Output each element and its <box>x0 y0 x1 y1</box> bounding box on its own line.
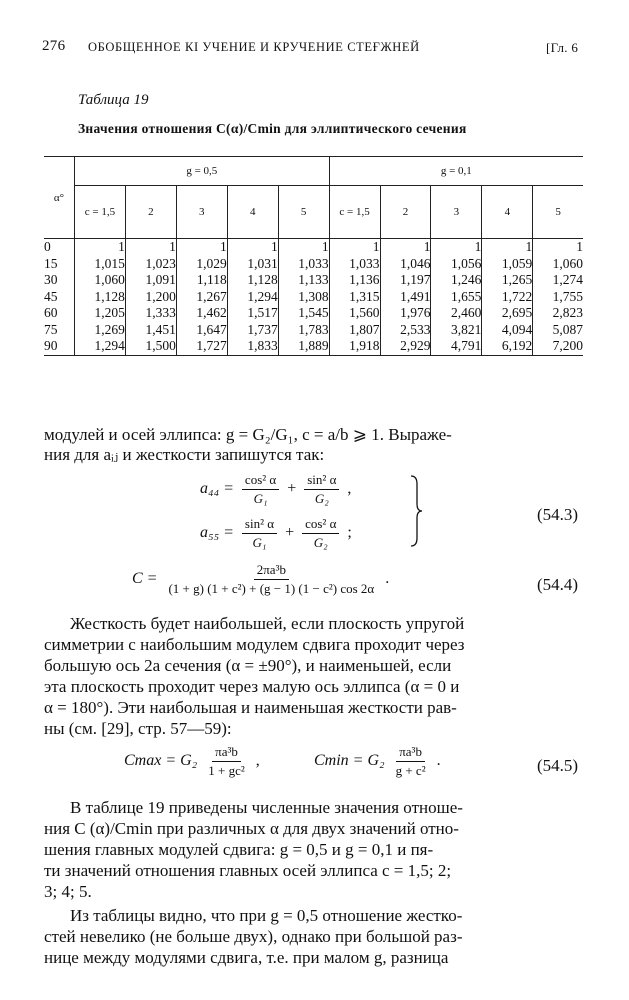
numerator: πa³b <box>396 744 425 762</box>
table-value: 1,315 <box>349 288 380 304</box>
table-value: 1 <box>270 239 278 254</box>
table-value: 1,197 <box>400 272 431 287</box>
table-value: 1,655 <box>451 288 482 304</box>
table-value: 1,918 <box>349 338 380 353</box>
alpha-value: 90 <box>44 338 58 353</box>
paragraph-line: большую ось 2a сечения (α = ±90°), и наименьшей, если <box>44 656 452 675</box>
table-value: 1 <box>576 239 583 254</box>
paragraph-line: В таблице 19 приведены численные значения отноше- <box>70 798 463 817</box>
value-column <box>278 239 329 356</box>
table-value: 1,308 <box>298 288 329 304</box>
table-value: 1 <box>321 239 329 254</box>
eq-punct: . <box>436 752 441 770</box>
table-value: 1,133 <box>298 272 329 287</box>
table-value: 1,033 <box>349 255 380 271</box>
table-value: 1,517 <box>247 305 278 320</box>
table-label: Таблица 19 <box>78 92 149 108</box>
eq-lhs: Cmin = G₂ <box>314 752 385 770</box>
equation-cmin <box>314 744 441 779</box>
equation-a44 <box>200 472 351 507</box>
denominator: G₁ <box>253 491 268 506</box>
fraction <box>165 562 377 597</box>
numerator: cos² α <box>302 516 339 534</box>
denominator: (1 + g) (1 + c²) + (g − 1) (1 − c²) cos 2α <box>168 581 375 596</box>
table-value: 2,929 <box>400 338 431 353</box>
subheader-cell: c = 1,5 <box>75 186 126 239</box>
table-value: 1,333 <box>145 305 176 320</box>
paragraph-line: шения главных модулей сдвига: g = 0,5 и g = 0,1 и пя- <box>44 840 434 859</box>
table-value: 1,451 <box>145 321 176 337</box>
table-value: 2,533 <box>400 321 431 337</box>
denominator: G₁ <box>252 535 267 550</box>
table-value: 1,737 <box>247 321 278 337</box>
alpha-column <box>44 239 75 356</box>
table-value: 1,031 <box>247 255 278 271</box>
table-value: 1,059 <box>501 255 533 271</box>
alpha-value: 0 <box>44 239 51 254</box>
table-value: 1,560 <box>349 305 380 320</box>
chapter-marker: [Гл. 6 <box>546 40 579 55</box>
table-value: 2,460 <box>451 305 482 320</box>
fraction <box>205 744 248 779</box>
table-value: 1,294 <box>247 288 278 304</box>
alpha-value: 75 <box>44 321 58 337</box>
paragraph-line: ния для aᵢⱼ и жесткости запишутся так: <box>44 445 325 464</box>
table-value: 1,269 <box>94 321 125 337</box>
eq-punct: ; <box>347 524 352 542</box>
table-value: 1,015 <box>94 255 125 271</box>
eq-lhs: a₅₅ = <box>200 524 234 542</box>
subheader-cell: 5 <box>278 186 329 239</box>
group-header: g = 0,5 <box>75 157 330 186</box>
equation-number: (54.3) <box>537 505 579 524</box>
subheader-cell: 2 <box>125 186 176 239</box>
table-value: 1,056 <box>451 255 482 271</box>
table-value: 1 <box>372 239 380 254</box>
eq-lhs: a₄₄ = <box>200 480 234 498</box>
eq-punct: . <box>385 570 390 588</box>
table-value: 1,060 <box>552 255 583 271</box>
table-value: 1,136 <box>349 272 380 287</box>
alpha-value: 60 <box>44 305 58 320</box>
plus-sign: + <box>285 524 295 542</box>
subheader-cell: 2 <box>380 186 431 239</box>
value-column <box>125 239 176 356</box>
table-value: 1,976 <box>400 305 431 320</box>
table-value: 1 <box>118 239 125 254</box>
paragraph-line: симметрии с наибольшим модулем сдвига проходит через <box>44 635 465 654</box>
table-value: 5,087 <box>552 321 583 337</box>
value-column <box>533 239 583 356</box>
paragraph-line: Жесткость будет наибольшей, если плоскость упругой <box>70 614 465 633</box>
table-value: 1,727 <box>196 338 227 353</box>
page-number: 276 <box>42 38 66 54</box>
table-value: 1,833 <box>247 338 278 353</box>
table-value: 1 <box>169 239 176 254</box>
table-value: 1,128 <box>94 288 125 304</box>
table-value: 1 <box>525 239 533 254</box>
right-brace-icon <box>408 474 424 548</box>
eq-lhs: Cmax = G₂ <box>124 752 198 770</box>
table-value: 1,294 <box>94 338 125 353</box>
table-value: 1,265 <box>501 272 533 287</box>
subheader-cell: 4 <box>482 186 533 239</box>
table-header-row <box>44 157 583 186</box>
running-title: ОБОБЩЕННОЕ КІ УЧЕНИЕ И КРУЧЕНИЕ СТЕҒЖНЕЙ <box>88 40 420 54</box>
table-value: 1 <box>474 239 482 254</box>
equation-c <box>132 562 389 597</box>
numerator: 2πa³b <box>254 562 289 580</box>
table-value: 1,205 <box>94 305 125 320</box>
table-value: 1,118 <box>196 272 227 287</box>
equation-number: (54.5) <box>537 756 579 775</box>
alpha-value: 15 <box>44 255 58 271</box>
fraction <box>242 472 279 507</box>
paragraph-line: Из таблицы видно, что при g = 0,5 отношение жестко- <box>70 906 463 925</box>
eq-lhs: C = <box>132 570 158 588</box>
subheader-cell: c = 1,5 <box>329 186 380 239</box>
paragraph-line: ти значений отношения главных осей эллипса c = 1,5; 2; <box>44 861 452 880</box>
table-value: 1,029 <box>196 255 227 271</box>
numerator: πa³b <box>212 744 241 762</box>
data-table <box>44 156 583 356</box>
group-header: g = 0,1 <box>329 157 583 186</box>
table-value: 1,023 <box>145 255 176 271</box>
table-value: 1,545 <box>298 305 329 320</box>
subheader-cell: 3 <box>176 186 227 239</box>
numerator: cos² α <box>242 472 279 490</box>
paragraph-line: ния C (α)/Cmin при различных α для двух значений отно- <box>44 819 459 838</box>
table-value: 1,246 <box>451 272 482 287</box>
alpha-value: 45 <box>44 288 58 304</box>
eq-punct: , <box>347 480 352 498</box>
table-caption: Значения отношения C(α)/Cmin для эллиптического сечения <box>78 121 467 136</box>
subheader-cell: 5 <box>533 186 583 239</box>
table-value: 1,046 <box>400 255 431 271</box>
value-column <box>329 239 380 356</box>
table-value: 3,821 <box>451 321 482 337</box>
table-body-row <box>44 239 583 356</box>
table-value: 1,274 <box>552 272 583 287</box>
paragraph-line: стей невелико (не больше двух), однако при большой раз- <box>44 927 463 946</box>
eq-punct: , <box>255 752 260 770</box>
equation-cmax <box>124 744 260 779</box>
alpha-value: 30 <box>44 272 58 287</box>
fraction <box>393 744 429 779</box>
subheader-cell: 4 <box>227 186 278 239</box>
table-value: 4,791 <box>451 338 482 353</box>
paragraph-line: модулей и осей эллипса: g = G₂/G₁, c = a/b ⩾ 1. Выраже- <box>44 425 452 444</box>
value-column <box>431 239 482 356</box>
fraction <box>302 516 339 551</box>
table-value: 1 <box>220 239 227 254</box>
table-value: 1,267 <box>196 288 227 304</box>
table-value: 6,192 <box>501 338 533 353</box>
numerator: sin² α <box>304 472 339 490</box>
table-value: 1,060 <box>94 272 125 287</box>
fraction <box>242 516 277 551</box>
table-value: 1,722 <box>501 288 533 304</box>
table-value: 1,755 <box>552 288 583 304</box>
subheader-row <box>44 186 583 239</box>
paragraph-line: эта плоскость проходит через малую ось эллипса (α = 0 и <box>44 677 460 696</box>
subheader-cell: 3 <box>431 186 482 239</box>
table-value: 1,200 <box>145 288 176 304</box>
value-column <box>176 239 227 356</box>
fraction <box>304 472 339 507</box>
table-value: 1,783 <box>298 321 329 337</box>
paragraph-line: ны (см. [29], стр. 57—59): <box>44 719 232 738</box>
paragraph-line: 3; 4; 5. <box>44 882 92 901</box>
value-column <box>482 239 533 356</box>
paragraph-line: нице между модулями сдвига, т.е. при малом g, разница <box>44 948 449 967</box>
table-value: 2,695 <box>501 305 533 320</box>
value-column <box>380 239 431 356</box>
equation-number: (54.4) <box>537 575 579 594</box>
table-value: 1,647 <box>196 321 227 337</box>
numerator: sin² α <box>242 516 277 534</box>
table-value: 1,033 <box>298 255 329 271</box>
equation-a55 <box>200 516 352 551</box>
denominator: g + c² <box>395 763 426 778</box>
denominator: G₂ <box>314 491 329 506</box>
table-value: 1,889 <box>298 338 329 353</box>
table-value: 1,091 <box>145 272 176 287</box>
table-value: 4,094 <box>501 321 533 337</box>
paragraph-line: α = 180°). Эти наибольшая и наименьшая жесткости рав- <box>44 698 457 717</box>
table-value: 2,823 <box>552 305 583 320</box>
denominator: 1 + gc² <box>208 763 245 778</box>
value-column <box>227 239 278 356</box>
denominator: G₂ <box>313 535 328 550</box>
table-value: 1 <box>423 239 431 254</box>
table-value: 1,128 <box>247 272 278 287</box>
table-value: 1,491 <box>400 288 431 304</box>
table-value: 7,200 <box>552 338 583 353</box>
value-column <box>75 239 126 356</box>
plus-sign: + <box>287 480 297 498</box>
alpha-header: α° <box>44 157 75 239</box>
table-value: 1,462 <box>196 305 227 320</box>
table-value: 1,500 <box>145 338 176 353</box>
table-value: 1,807 <box>349 321 380 337</box>
